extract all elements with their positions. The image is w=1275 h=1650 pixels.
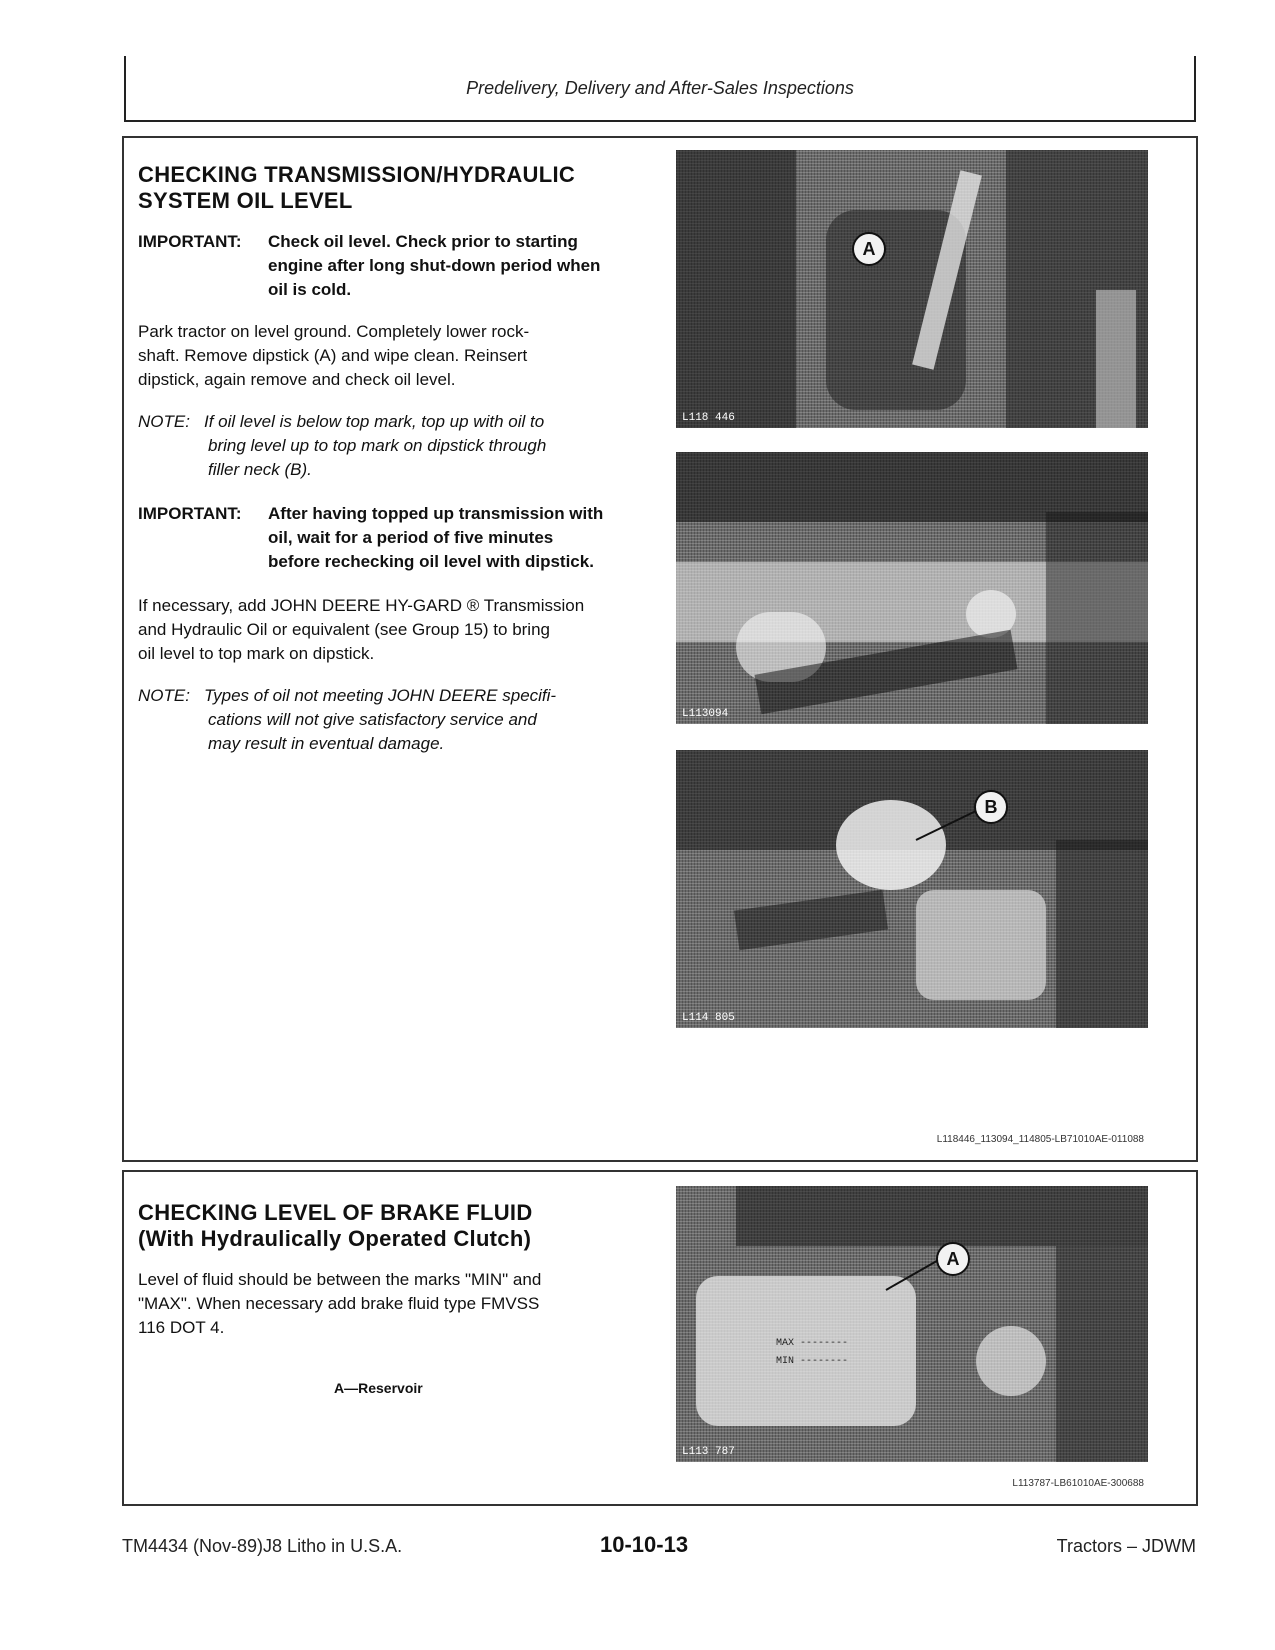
reference-code: L113787-LB61010AE-300688 <box>1012 1478 1144 1489</box>
note-line: may result in eventual damage. <box>208 734 445 753</box>
photo-code: L113 787 <box>682 1446 735 1458</box>
paragraph-line: dipstick, again remove and check oil level. <box>138 370 456 389</box>
paragraph-line: oil level to top mark on dipstick. <box>138 644 375 663</box>
min-mark: MIN -------- <box>776 1356 849 1367</box>
important-line: oil is cold. <box>268 280 352 299</box>
max-mark: MAX -------- <box>776 1338 849 1349</box>
photo-code: L114 805 <box>682 1012 735 1024</box>
callout-a: A <box>852 232 886 266</box>
note-line: cations will not give satisfactory service and <box>208 710 537 729</box>
important-line: After having topped up transmission with <box>268 504 604 523</box>
note-line: If oil level is below top mark, top up with oil to <box>204 412 545 431</box>
section-title <box>138 1200 658 1252</box>
note-line: bring level up to top mark on dipstick through <box>208 436 547 455</box>
important-line: Check oil level. Check prior to starting <box>268 232 578 251</box>
figure-caption: A—Reservoir <box>334 1380 423 1396</box>
note-1 <box>138 410 658 482</box>
section-title-line2: (With Hydraulically Operated Clutch) <box>138 1226 532 1251</box>
important-label: IMPORTANT: <box>138 232 242 251</box>
important-label: IMPORTANT: <box>138 504 242 523</box>
reference-code: L118446_113094_114805-LB71010AE-011088 <box>936 1134 1144 1145</box>
photo-filler-neck <box>676 750 1148 1028</box>
paragraph-line: shaft. Remove dipstick (A) and wipe clean. Reinsert <box>138 346 528 365</box>
section-brake-fluid <box>122 1170 1198 1506</box>
paragraph-line: 116 DOT 4. <box>138 1318 225 1337</box>
photo-brake-reservoir <box>676 1186 1148 1462</box>
note-label: NOTE: <box>138 686 190 705</box>
note-line: filler neck (B). <box>208 460 312 479</box>
paragraph-line: "MAX". When necessary add brake fluid type FMVSS <box>138 1294 540 1313</box>
note-2 <box>138 684 658 756</box>
paragraph-brake-fluid <box>138 1268 658 1340</box>
page-number: 10-10-13 <box>600 1532 689 1557</box>
section-title-line2: SYSTEM OIL LEVEL <box>138 188 353 213</box>
photo-dipstick <box>676 150 1148 428</box>
callout-leader-line <box>676 1186 1148 1462</box>
paragraph-line: If necessary, add JOHN DEERE HY-GARD ® Transmission <box>138 596 585 615</box>
paragraph-line: Level of fluid should be between the marks "MIN" and <box>138 1270 542 1289</box>
important-line: engine after long shut-down period when <box>268 256 601 275</box>
photo-filler-area <box>676 452 1148 724</box>
page-header-title: Predelivery, Delivery and After-Sales Inspections <box>466 78 854 98</box>
callout-a: A <box>936 1242 970 1276</box>
important-line: before rechecking oil level with dipstick. <box>268 552 594 571</box>
section-title-line1: CHECKING TRANSMISSION/HYDRAULIC <box>138 162 576 187</box>
paragraph-dipstick <box>138 320 658 392</box>
callout-leader-line <box>676 750 1148 1028</box>
paragraph-line: Park tractor on level ground. Completely lower rock- <box>138 322 530 341</box>
important-notice-2 <box>138 502 668 574</box>
important-line: oil, wait for a period of five minutes <box>268 528 554 547</box>
footer-manual-title: Tractors – JDWM <box>1056 1536 1196 1556</box>
photo-code: L118 446 <box>682 412 735 424</box>
paragraph-hygard <box>138 594 678 666</box>
important-notice-1 <box>138 230 658 302</box>
footer-publication: TM4434 (Nov-89)J8 Litho in U.S.A. <box>122 1536 403 1556</box>
section-title-line1: CHECKING LEVEL OF BRAKE FLUID <box>138 1200 533 1225</box>
note-label: NOTE: <box>138 412 190 431</box>
photo-code: L113094 <box>682 708 729 720</box>
section-transmission-oil <box>122 136 1198 1162</box>
paragraph-line: and Hydraulic Oil or equivalent (see Group 15) to bring <box>138 620 550 639</box>
section-title <box>138 162 658 214</box>
note-line: Types of oil not meeting JOHN DEERE specifi- <box>204 686 557 705</box>
callout-b: B <box>974 790 1008 824</box>
